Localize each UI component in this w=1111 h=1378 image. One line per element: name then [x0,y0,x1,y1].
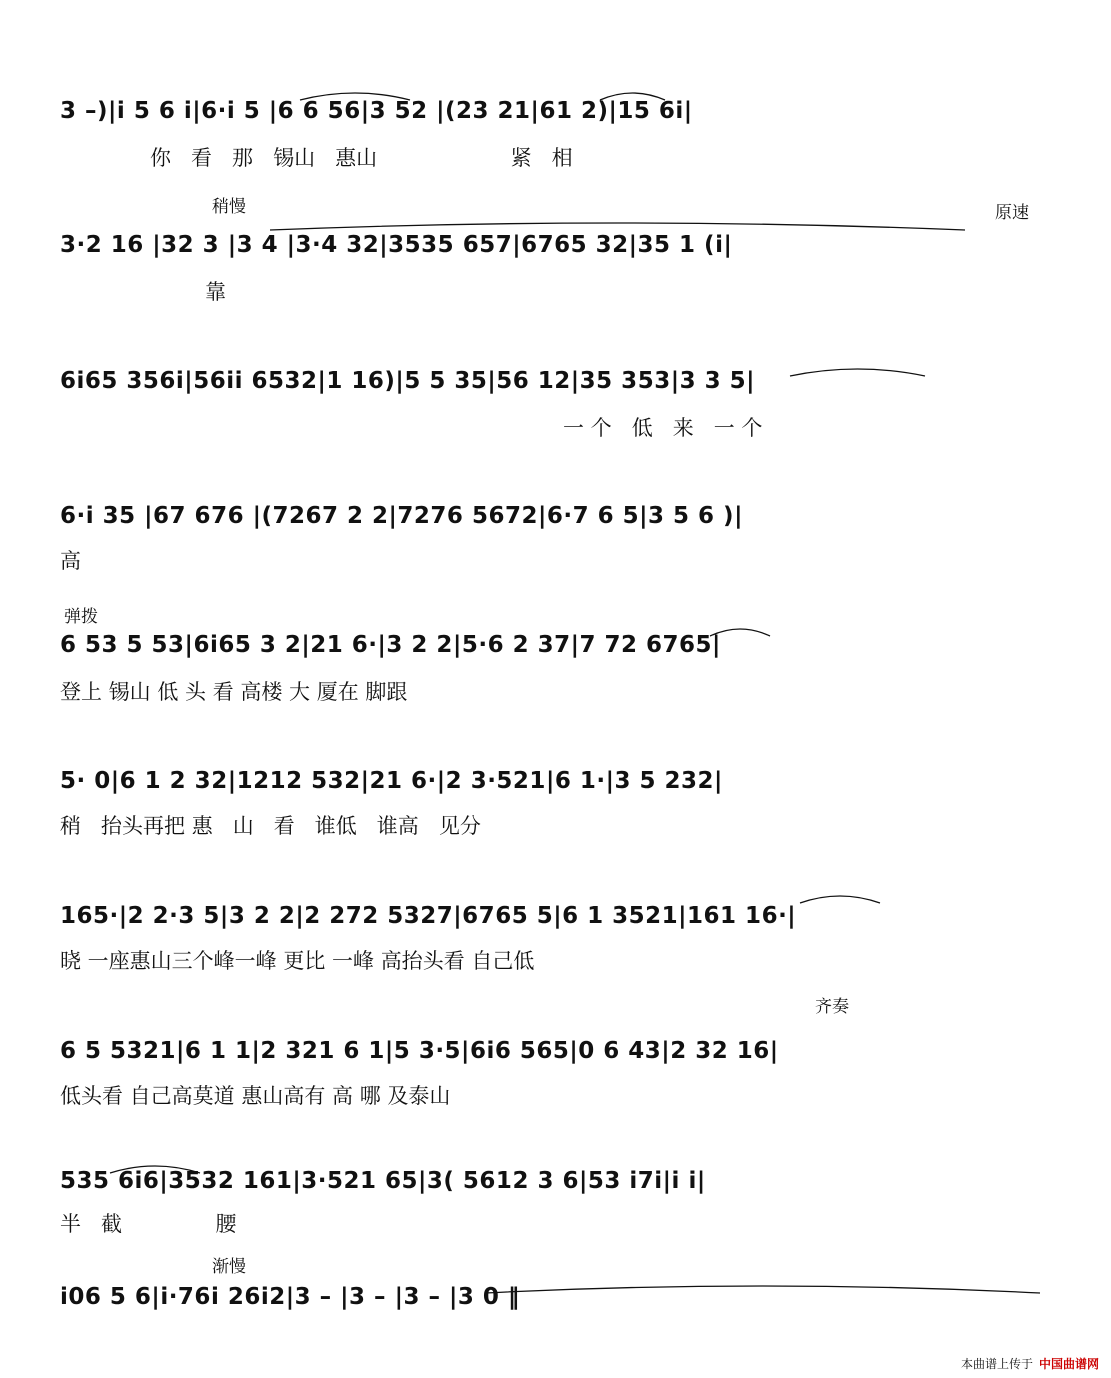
footer-upload-text: 本曲谱上传于 [960,1357,1033,1371]
notation-line-9: 535 6i6|3532 161|3·521 65|3( 5612 3 6|53 i7i|i i| [60,1168,706,1194]
lyrics-line-3: 一 个 低 来 一 个 [563,416,763,440]
notation-line-6: 5· 0|6 1 2 32|1212 532|21 6·|2 3·521|6 1·|3 5 232| [60,768,723,794]
notation-line-8: 6 5 5321|6 1 1|2 321 6 1|5 3·5|6i6 565|0 6 43|2 32 16| [60,1038,779,1064]
tempo-mark-original: 原速 [995,203,1029,223]
notation-line-10: i06 5 6|i·76i 26i2|3 – |3 – |3 – |3 0 ‖ [60,1284,520,1310]
slur-mark [790,369,925,376]
lyrics-line-8: 低头看 自己高莫道 惠山高有 高 哪 及泰山 [60,1084,451,1108]
notation-line-3: 6i65 356i|56ii 6532|1 16)|5 5 35|56 12|35 353|3 3 5| [60,368,756,394]
lyrics-line-1: 你 看 那 锡山 惠山 紧 相 [150,146,573,170]
slur-mark [485,1286,1040,1293]
site-logo: 中国曲谱网 [1038,1357,1099,1371]
notation-line-4: 6·i 35 |67 676 |(7267 2 2|7276 5672|6·7 6 5|3 5 6 )| [60,503,743,529]
footer-credit [961,1355,1099,1372]
lyrics-line-4: 高 [60,549,81,573]
notation-line-2: 3·2 16 |32 3 |3 4 |3·4 32|3535 657|6765 32|35 1 (i| [60,232,733,258]
tempo-mark-gradually-slower: 渐慢 [212,1257,246,1277]
notation-line-1: 3 –)|i 5 6 i|6·i 5 |6 6 56|3 52 |(23 21|61 2)|15 6i| [60,98,693,124]
notation-line-7: 165·|2 2·3 5|3 2 2|2 272 5327|6765 5|6 1 3521|161 16·| [60,903,797,929]
lyrics-line-5: 登上 锡山 低 头 看 高楼 大 厦在 脚跟 [60,680,408,704]
slur-mark [270,223,965,230]
lyrics-line-2: 靠 [205,280,226,304]
lyrics-line-9: 半 截 腰 [60,1212,237,1236]
tempo-mark-slower: 稍慢 [212,197,246,217]
tempo-mark-plucked: 弹拨 [64,607,98,627]
lyrics-line-7: 晓 一座惠山三个峰一峰 更比 一峰 高抬头看 自己低 [60,949,535,973]
lyrics-line-6: 稍 抬头再把 惠 山 看 谁低 谁高 见分 [60,814,481,838]
slur-mark [800,896,880,903]
notation-line-5: 6 53 5 53|6i65 3 2|21 6·|3 2 2|5·6 2 37|7 72 6765| [60,632,721,658]
tempo-mark-ensemble: 齐奏 [815,997,849,1017]
